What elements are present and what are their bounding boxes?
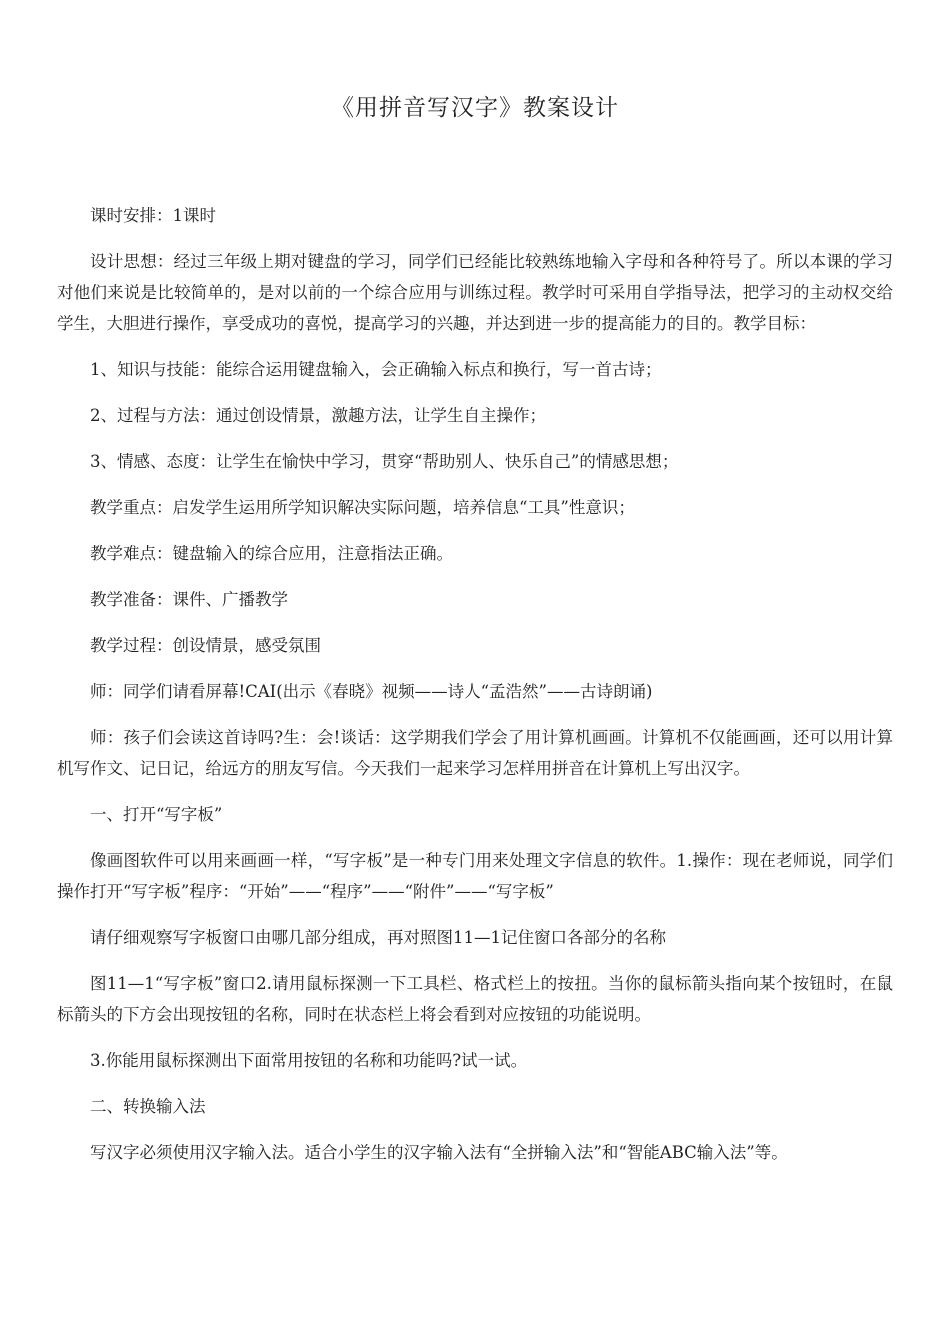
paragraph-goal-emotion: 3、情感、态度：让学生在愉快中学习，贯穿“帮助别人、快乐自己”的情感思想； [90,452,679,471]
paragraph-design-idea: 设计思想：经过三年级上期对键盘的学习，同学们已经能比较熟练地输入字母和各种符号了。所以本课的学习对他们来说是比较简单的，是对以前的一个综合应用与训练过程。教学时可采用自学指导法，把学习的主动权交给学生，大胆进行操作，享受成功的喜悦，提高学习的兴趣，并达到进一步的提高能力的目的。教学目标： [57,252,893,333]
paragraph-figure-toolbar: 图11—1“写字板”窗口2.请用鼠标探测一下工具栏、格式栏上的按扭。当你的鼠标箭头指向某个按钮时，在鼠标箭头的下方会出现按钮的名称，同时在状态栏上将会看到对应按钮的功能说明。 [57,974,893,1024]
paragraph-try-buttons: 3.你能用鼠标探测出下面常用按钮的名称和功能吗?试一试。 [90,1051,528,1070]
paragraph-schedule: 课时安排：1课时 [90,206,216,225]
document-title: 《用拼音写汉字》教案设计 [331,95,619,121]
paragraph-difficulty: 教学难点：键盘输入的综合应用，注意指法正确。 [90,544,453,563]
paragraph-key-point: 教学重点：启发学生运用所学知识解决实际问题，培养信息“工具”性意识； [90,498,635,517]
paragraph-wordpad-intro: 像画图软件可以用来画画一样，“写字板”是一种专门用来处理文字信息的软件。1.操作：现在老师说，同学们操作打开“写字板”程序：“开始”——“程序”——“附件”——“写字板” [57,851,893,901]
paragraph-process: 教学过程：创设情景，感受氛围 [90,636,321,655]
document-body [57,200,893,1183]
paragraph-input-methods: 写汉字必须使用汉字输入法。适合小学生的汉字输入法有“全拼输入法”和“智能ABC输入法”等。 [90,1143,788,1162]
paragraph-teacher-intro: 师：同学们请看屏幕!CAI(出示《春晓》视频——诗人“孟浩然”——古诗朗诵) [90,682,653,701]
paragraph-goal-knowledge: 1、知识与技能：能综合运用键盘输入，会正确输入标点和换行，写一首古诗； [90,360,662,379]
paragraph-goal-process: 2、过程与方法：通过创设情景，激趣方法，让学生自主操作； [90,406,546,425]
section-heading-open-wordpad: 一、打开“写字板” [90,805,223,824]
section-heading-switch-input: 二、转换输入法 [90,1097,206,1116]
paragraph-preparation: 教学准备：课件、广播教学 [90,590,288,609]
paragraph-observe-window: 请仔细观察写字板窗口由哪几部分组成，再对照图11—1记住窗口各部分的名称 [90,928,666,947]
paragraph-teacher-talk: 师：孩子们会读这首诗吗?生：会!谈话：这学期我们学会了用计算机画画。计算机不仅能画画，还可以用计算机写作文、记日记，给远方的朋友写信。今天我们一起来学习怎样用拼音在计算机上写出汉字。 [57,728,893,778]
